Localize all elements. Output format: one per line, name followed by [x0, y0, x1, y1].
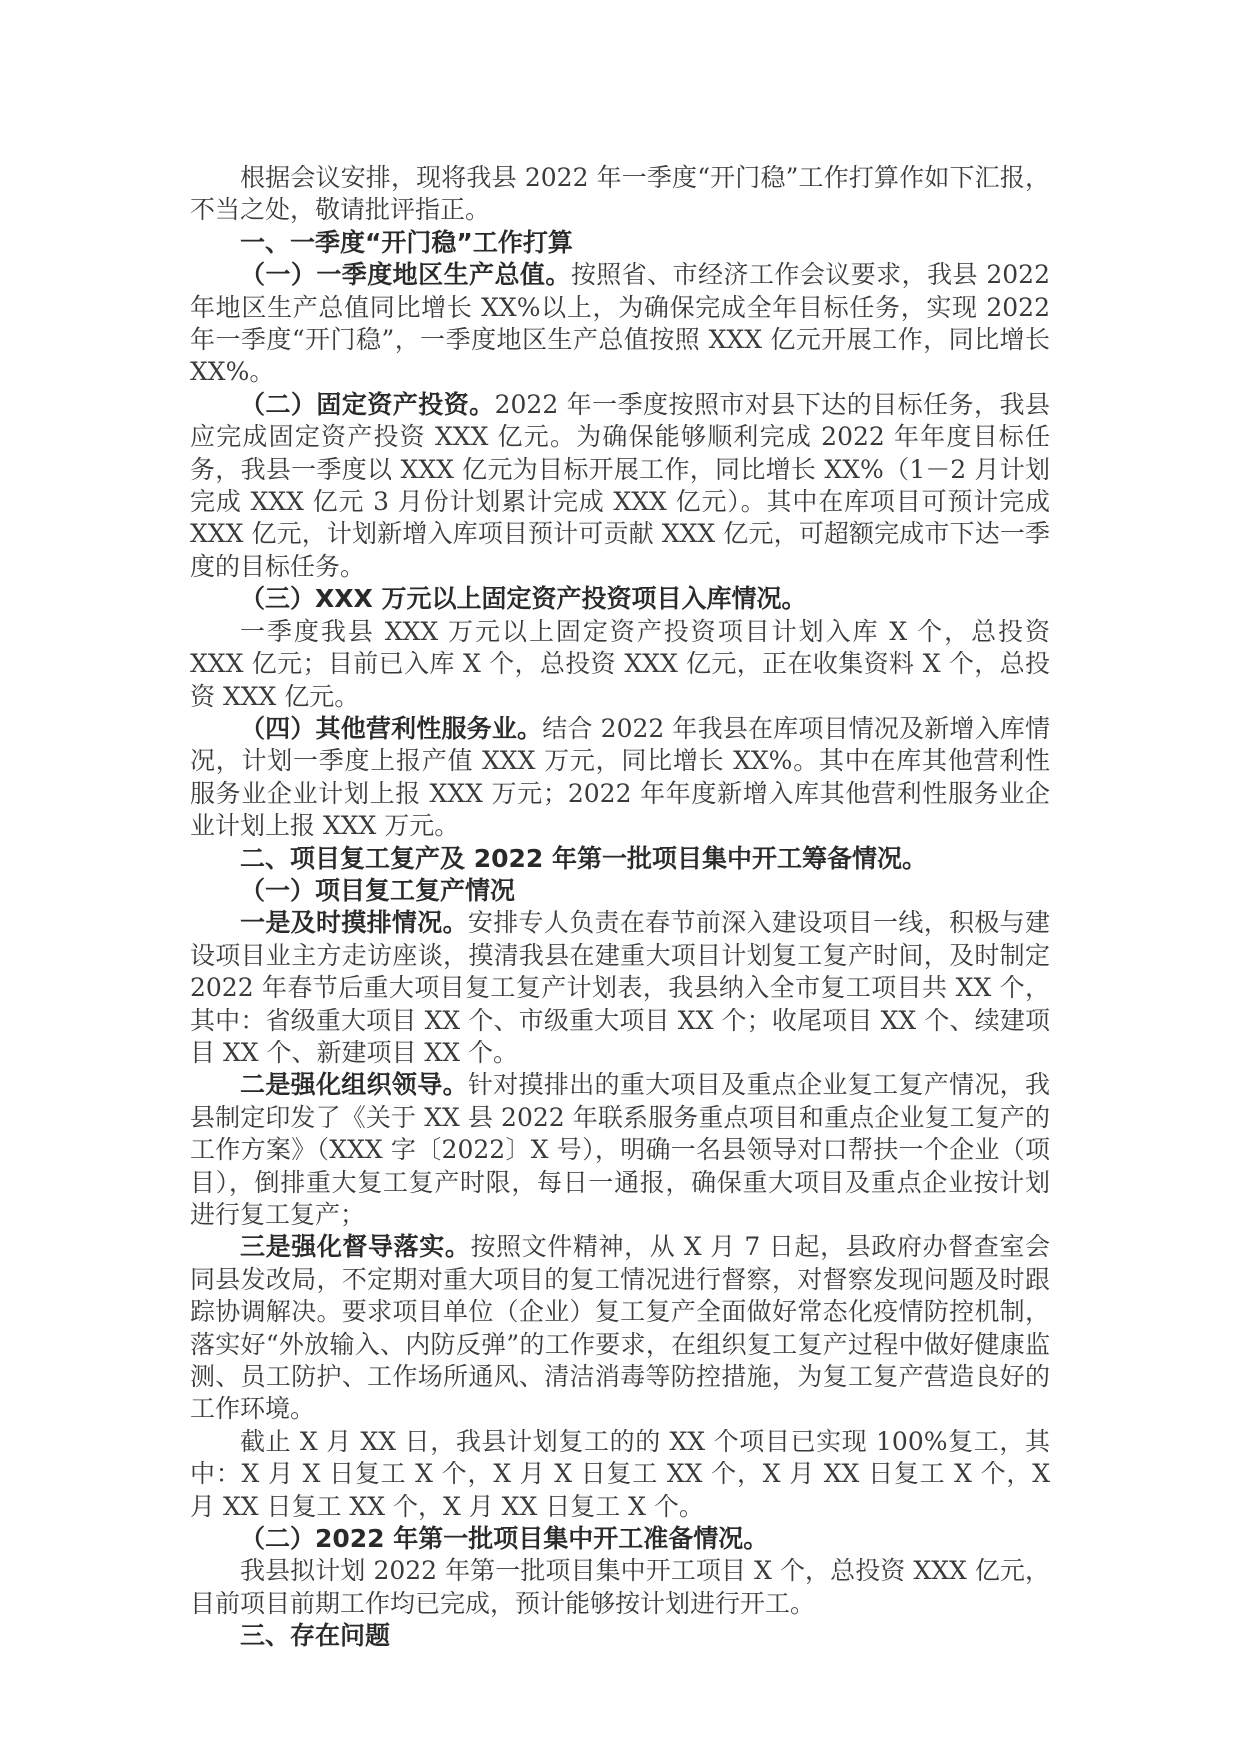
paragraph-leadership — [190, 1069, 1050, 1231]
paragraph-intro — [190, 162, 1050, 227]
document-body — [190, 162, 1050, 1653]
paragraph-text: 根据会议安排，现将我县 2022 年一季度“开门稳”工作打算作如下汇报，不当之处，敬请批评指正。 — [190, 163, 1050, 225]
paragraph-text: 安排专人负责在春节前深入建设项目一线，积极与建设项目业主方走访座谈，摸清我县在建重大项目计划复工复产时间，及时制定 2022 年春节后重大项目复工复产计划表，我县纳入全市复工项目共 XX 个，其中：省级重大项目 XX 个、市级重大项目 XX 个；收尾项目 XX 个、续建项目 XX 个、新建项目 XX 个。 — [190, 908, 1050, 1067]
paragraph-text: 截止 X 月 XX 日，我县计划复工的的 XX 个项目已实现 100%复工，其中：X 月 X 日复工 X 个，X 月 X 日复工 XX 个，X 月 XX 日复工 X 个，X 月 XX 日复工 XX 个，X 月 XX 日复工 X 个。 — [190, 1426, 1050, 1521]
section-heading-2 — [190, 843, 1050, 875]
paragraph-text: 按照文件精神，从 X 月 7 日起，县政府办督查室会同县发改局，不定期对重大项目的复工情况进行督察，对督察发现问题及时跟踪协调解决。要求项目单位（企业）复工复产全面做好常态化疫情防控机制，落实好“外放输入、内防反弹”的工作要求，在组织复工复产过程中做好健康监测、员工防护、工作场所通风、清洁消毒等防控措施，为复工复产营造良好的工作环境。 — [190, 1232, 1050, 1424]
paragraph-projects-storage — [190, 616, 1050, 713]
section-heading-3 — [190, 1620, 1050, 1652]
paragraph-lead: （二）固定资产投资。 — [240, 389, 495, 419]
paragraph-fixed-assets — [190, 389, 1050, 583]
section-heading-1 — [190, 227, 1050, 259]
paragraph-lead: 一、一季度“开门稳”工作打算 — [240, 227, 573, 257]
paragraph-lead: 二是强化组织领导。 — [240, 1070, 468, 1100]
paragraph-lead: 一是及时摸排情况。 — [240, 908, 468, 938]
paragraph-services — [190, 713, 1050, 843]
paragraph-lead: 二、项目复工复产及 2022 年第一批项目集中开工筹备情况。 — [240, 843, 927, 873]
paragraph-lead: 三是强化督导落实。 — [240, 1232, 471, 1262]
paragraph-lead: （四）其他营利性服务业。 — [240, 713, 543, 743]
subheading-first-batch — [190, 1523, 1050, 1555]
paragraph-lead: （三）XXX 万元以上固定资产投资项目入库情况。 — [240, 584, 807, 614]
subheading-projects-storage — [190, 583, 1050, 615]
paragraph-lead: （一）一季度地区生产总值。 — [240, 260, 571, 290]
paragraph-progress — [190, 1426, 1050, 1523]
paragraph-lead: （一）项目复工复产情况 — [240, 875, 516, 905]
paragraph-lead: （二）2022 年第一批项目集中开工准备情况。 — [240, 1524, 769, 1554]
paragraph-text: 按照省、市经济工作会议要求，我县 2022 年地区生产总值同比增长 XX%以上，为确保完成全年目标任务，实现 2022 年一季度“开门稳”，一季度地区生产总值按照 XXX 亿元开展工作，同比增长 XX%。 — [190, 260, 1050, 387]
paragraph-supervision — [190, 1231, 1050, 1425]
paragraph-survey — [190, 907, 1050, 1069]
paragraph-text: 2022 年一季度按照市对县下达的目标任务，我县应完成固定资产投资 XXX 亿元。为确保能够顺利完成 2022 年年度目标任务，我县一季度以 XXX 亿元为目标开展工作，同比增长 XX%（1－2 月计划完成 XXX 亿元 3 月份计划累计完成 XXX 亿元）。其中在库项目可预计完成 XXX 亿元，计划新增入库项目预计可贡献 XXX 亿元，可超额完成市下达一季度的目标任务。 — [190, 389, 1050, 581]
paragraph-text: 结合 2022 年我县在库项目情况及新增入库情况，计划一季度上报产值 XXX 万元，同比增长 XX%。其中在库其他营利性服务业企业计划上报 XXX 万元；2022 年年度新增入库其他营利性服务业企业计划上报 XXX 万元。 — [190, 713, 1050, 841]
paragraph-text: 一季度我县 XXX 万元以上固定资产投资项目计划入库 X 个，总投资 XXX 亿元；目前已入库 X 个，总投资 XXX 亿元，正在收集资料 X 个，总投资 XXX 亿元。 — [190, 616, 1050, 711]
paragraph-text: 针对摸排出的重大项目及重点企业复工复产情况，我县制定印发了《关于 XX 县 2022 年联系服务重点项目和重点企业复工复产的工作方案》（XXX 字〔2022〕X 号），明确一名县领导对口帮扶一个企业（项目），倒排重大复工复产时限，每日一通报，确保重大项目及重点企业按计划进行复工复产； — [190, 1070, 1050, 1229]
paragraph-gdp — [190, 259, 1050, 389]
paragraph-first-batch — [190, 1555, 1050, 1620]
subheading-resumption — [190, 875, 1050, 907]
paragraph-lead: 三、存在问题 — [240, 1621, 391, 1651]
paragraph-text: 我县拟计划 2022 年第一批项目集中开工项目 X 个，总投资 XXX 亿元，目前项目前期工作均已完成，预计能够按计划进行开工。 — [190, 1556, 1050, 1618]
